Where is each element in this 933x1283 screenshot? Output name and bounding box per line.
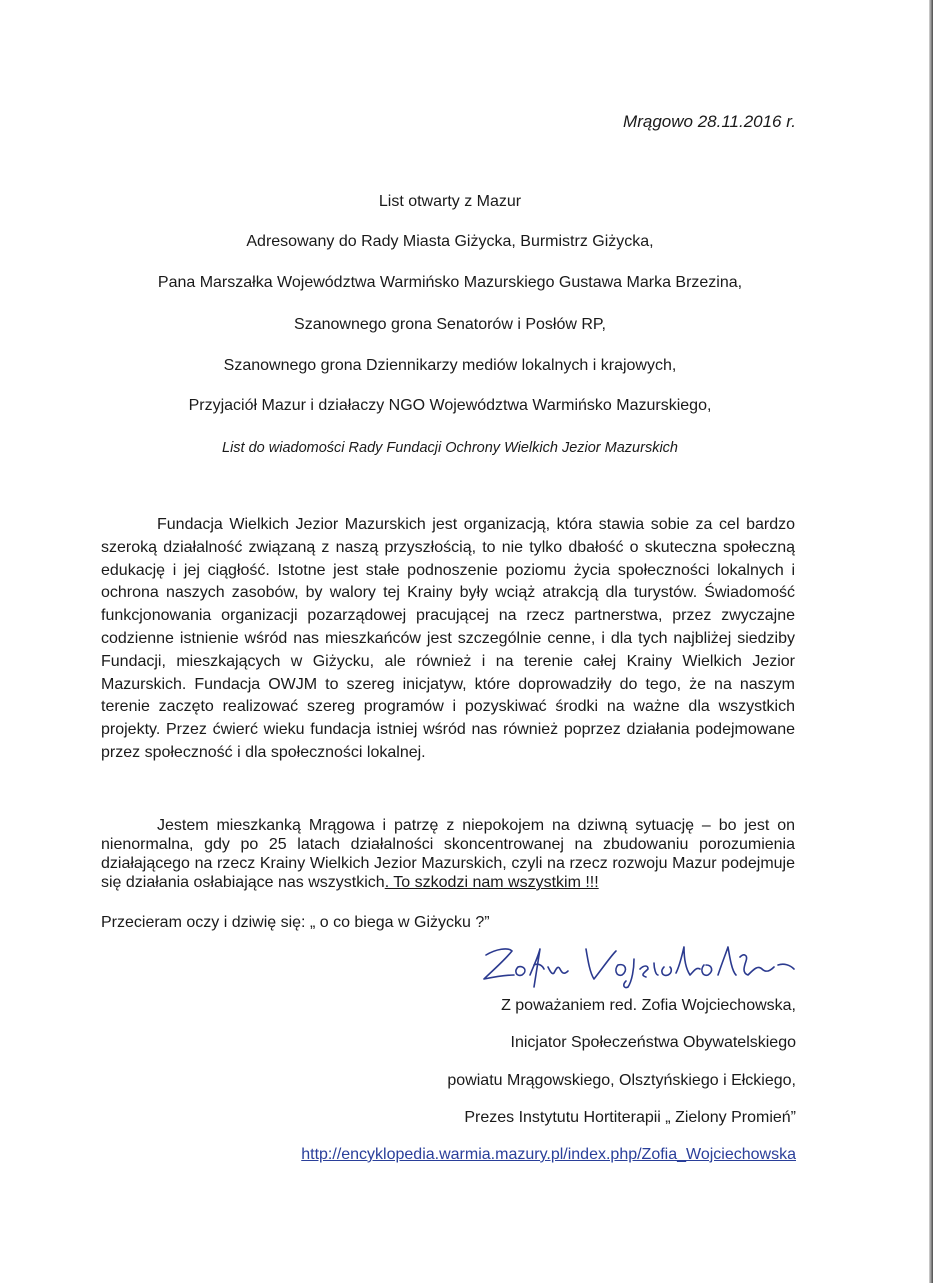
body-paragraph-2-text: Jestem mieszkanką Mrągowa i patrzę z niepokojem na dziwną sytuację – bo jest on nienormalna, gdy po 25 latach działalności skoncentrowanej na zbudowaniu porozumienia działającego na rzecz Krainy Wielkich Jezior Mazurskich, czyli na rzecz rozwoju Mazur podejmuje się działania osłabiające nas wszystkich bbox=[101, 817, 795, 891]
address-line: Adresowany do Rady Miasta Giżycka, Burmistrz Giżycka, bbox=[246, 233, 654, 250]
cc-line: List do wiadomości Rady Fundacji Ochrony Wielkich Jezior Mazurskich bbox=[222, 440, 678, 456]
question-line: Przecieram oczy i dziwię się: „ o co biega w Giżycku ?” bbox=[101, 914, 490, 931]
regards-line: Z poważaniem red. Zofia Wojciechowska, bbox=[501, 997, 796, 1014]
scan-edge bbox=[929, 0, 933, 1283]
letter-date: Mrągowo 28.11.2016 r. bbox=[623, 112, 796, 131]
handwritten-signature bbox=[478, 935, 808, 991]
role-line: Prezes Instytutu Hortiterapii „ Zielony Promień” bbox=[464, 1109, 796, 1126]
body-paragraph-1: Fundacja Wielkich Jezior Mazurskich jest organizacją, która stawia sobie za cel bardzo szeroką działalność związaną z naszą przyszłością, to nie tylko dbałość o skuteczna społeczną edukację i jej ciągłość. Istotne jest stałe podnoszenie poziomu życia społeczności lokalnych i ochrona naszych zasobów, by walory tej Krainy były wciąż atrakcją dla turystów. Świadomość funkcjonowania organizacji pozarządowej pracującej na rzecz partnerstwa, przez zwyczajne codzienne istnienie wśród nas mieszkańców jest szczególnie cenne, i dla tych najbliżej siedziby Fundacji, mieszkających w Giżycku, ale również i na terenie całej Krainy Wielkich Jezior Mazurskich. Fundacja OWJM to szereg inicjatyw, które doprowadziły do tego, że na naszym terenie zaczęto realizować szereg programów i pozyskiwać środki na ważne dla wszystkich projekty. Przez ćwierć wieku fundacja istniej wśród nas również poprzez działania podejmowane przez społeczność i dla społeczności lokalnej. bbox=[101, 516, 795, 761]
address-line: Pana Marszałka Województwa Warmińsko Mazurskiego Gustawa Marka Brzezina, bbox=[157, 274, 743, 291]
encyclopedia-link[interactable]: http://encyklopedia.warmia.mazury.pl/index.php/Zofia_Wojciechowska bbox=[301, 1146, 796, 1163]
body-paragraph-2-emphasis: . To szkodzi nam wszystkim !!! bbox=[384, 874, 599, 891]
role-line: powiatu Mrągowskiego, Olsztyńskiego i Ełckiego, bbox=[447, 1072, 796, 1089]
role-line: Inicjator Społeczeństwa Obywatelskiego bbox=[510, 1034, 796, 1051]
address-line: Przyjaciół Mazur i działaczy NGO Województwa Warmińsko Mazurskiego, bbox=[188, 397, 712, 414]
address-line: Szanownego grona Senatorów i Posłów RP, bbox=[294, 316, 606, 333]
address-line: Szanownego grona Dziennikarzy mediów lokalnych i krajowych, bbox=[223, 357, 677, 374]
body-paragraph-2 bbox=[101, 816, 795, 892]
letter-title: List otwarty z Mazur bbox=[378, 193, 522, 210]
